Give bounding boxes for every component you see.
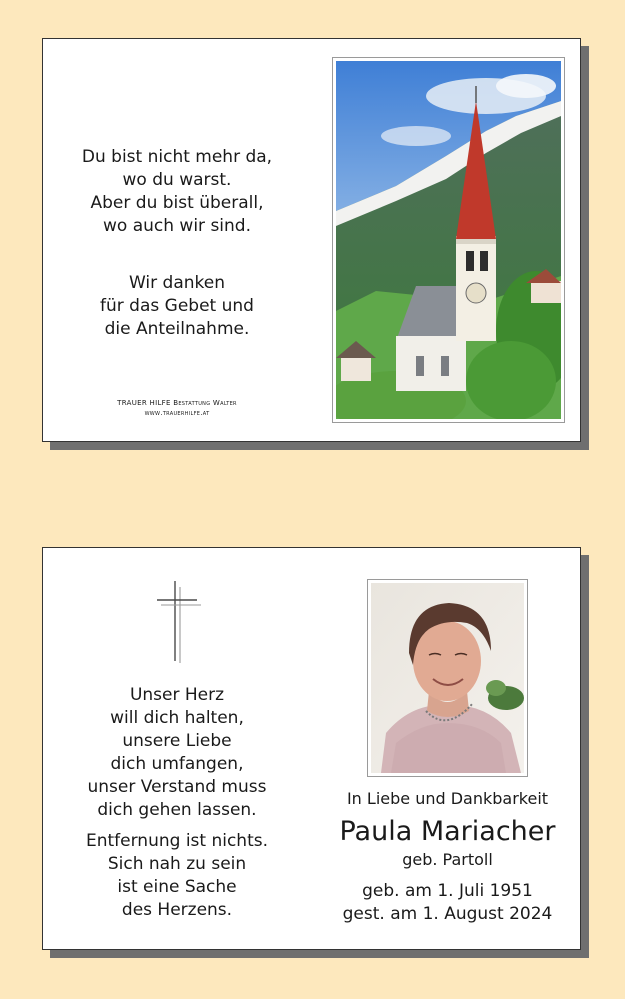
portrait-photo	[367, 579, 528, 777]
poem-line: ist eine Sache	[117, 877, 237, 897]
poem-line: für das Gebet und	[100, 296, 254, 316]
church-photo	[332, 57, 565, 423]
back-poem-2	[43, 830, 311, 922]
front-poem-1	[43, 146, 311, 238]
poem-line: des Herzens.	[121, 900, 233, 920]
deceased-name: Paula Mariacher	[339, 816, 556, 847]
back-poem-1	[43, 684, 311, 822]
poem-line: Sich nah zu sein	[107, 854, 247, 874]
poem-line: Wir danken	[128, 273, 225, 293]
church-photo-image	[336, 61, 561, 419]
birth-date: geb. am 1. Juli 1951	[362, 881, 533, 901]
poem-line: Aber du bist überall,	[90, 193, 264, 213]
poem-line: die Anteilnahme.	[104, 319, 250, 339]
poem-line: Entfernung ist nichts.	[85, 831, 269, 851]
funeral-home-name: TRAUER HILFE Bestattung Walter	[117, 399, 237, 407]
portrait-photo-image	[371, 583, 524, 773]
poem-line: Du bist nicht mehr da,	[81, 147, 273, 167]
poem-line: unser Verstand muss	[87, 777, 267, 797]
front-poem-2	[43, 272, 311, 341]
poem-line: wo auch wir sind.	[103, 216, 251, 236]
cross-icon	[155, 581, 203, 663]
poem-line: Unser Herz	[129, 685, 225, 705]
poem-line: wo du warst.	[122, 170, 232, 190]
funeral-home-credits	[43, 398, 311, 418]
poem-line: unsere Liebe	[122, 731, 232, 751]
poem-line: dich umfangen,	[110, 754, 244, 774]
dedication: In Liebe und Dankbarkeit	[346, 789, 549, 808]
poem-line: dich gehen lassen.	[97, 800, 257, 820]
death-date: gest. am 1. August 2024	[342, 904, 553, 924]
poem-line: will dich halten,	[110, 708, 244, 728]
funeral-home-url: www.trauerhilfe.at	[144, 409, 210, 417]
card-front	[42, 38, 581, 442]
maiden-name: geb. Partoll	[402, 850, 493, 869]
card-back	[42, 547, 581, 950]
